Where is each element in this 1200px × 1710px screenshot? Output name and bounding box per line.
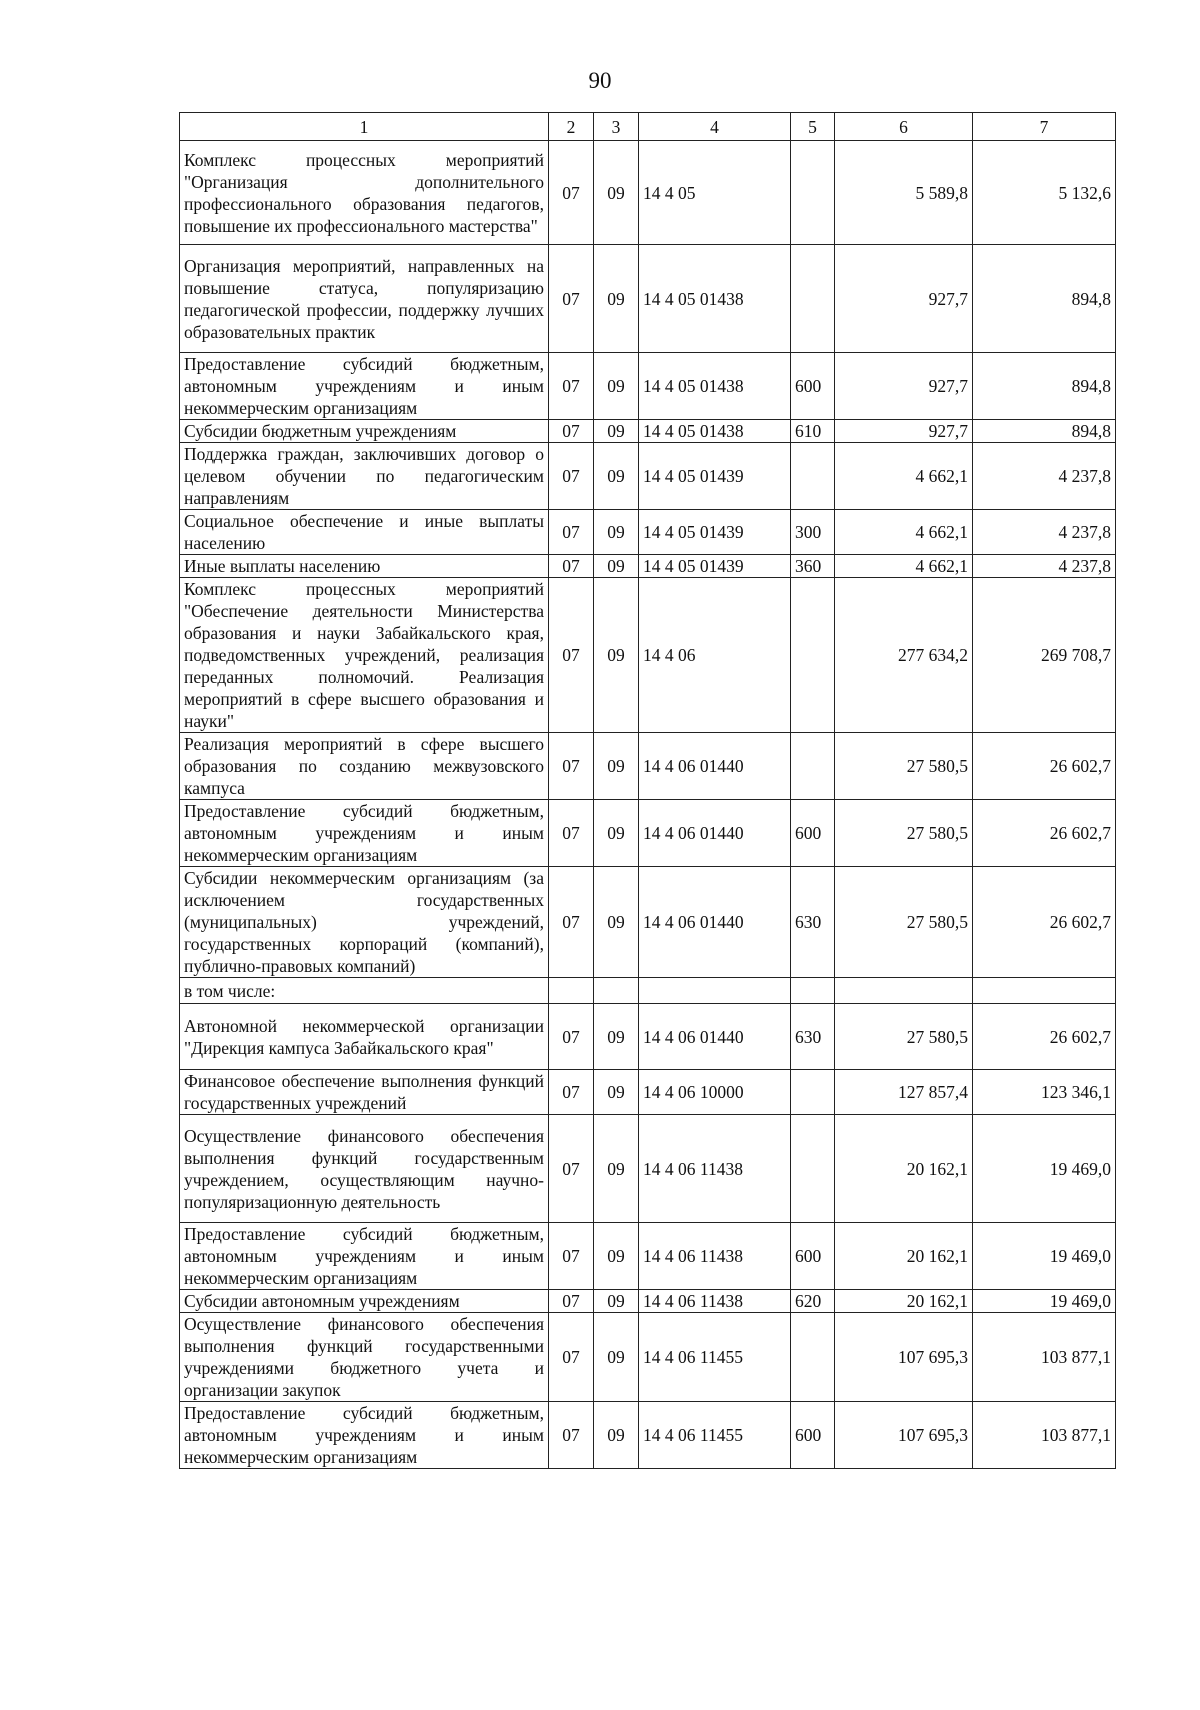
header-cell: 3 bbox=[594, 113, 639, 141]
table-row bbox=[180, 1313, 1116, 1402]
expense-type-cell: 620 bbox=[791, 1290, 835, 1313]
table-row bbox=[180, 867, 1116, 978]
amount-year2-cell: 26 602,7 bbox=[973, 800, 1116, 867]
table-row bbox=[180, 141, 1116, 245]
subsection-code-cell: 09 bbox=[594, 443, 639, 510]
subsection-code-cell: 09 bbox=[594, 1070, 639, 1115]
section-code-cell: 07 bbox=[549, 510, 594, 555]
target-article-cell: 14 4 05 01438 bbox=[639, 245, 791, 353]
expense-type-cell bbox=[791, 1313, 835, 1402]
expense-type-cell bbox=[791, 1070, 835, 1115]
table-row bbox=[180, 578, 1116, 733]
section-code-cell: 07 bbox=[549, 555, 594, 578]
amount-year2-cell: 894,8 bbox=[973, 420, 1116, 443]
target-article-cell: 14 4 05 01438 bbox=[639, 353, 791, 420]
header-cell: 7 bbox=[973, 113, 1116, 141]
header-cell: 6 bbox=[835, 113, 973, 141]
amount-year1-cell: 27 580,5 bbox=[835, 733, 973, 800]
amount-year2-cell: 103 877,1 bbox=[973, 1402, 1116, 1469]
row-name-cell: Организация мероприятий, направленных на повышение статуса, популяризацию педагогической профессии, поддержку лучших образовательных практик bbox=[180, 245, 549, 353]
amount-year2-cell: 5 132,6 bbox=[973, 141, 1116, 245]
amount-year2-cell: 4 237,8 bbox=[973, 510, 1116, 555]
header-cell: 4 bbox=[639, 113, 791, 141]
table-row bbox=[180, 1115, 1116, 1223]
expense-type-cell bbox=[791, 443, 835, 510]
expense-type-cell: 300 bbox=[791, 510, 835, 555]
target-article-cell: 14 4 05 bbox=[639, 141, 791, 245]
amount-year2-cell: 894,8 bbox=[973, 353, 1116, 420]
expense-type-cell: 630 bbox=[791, 867, 835, 978]
amount-year2-cell: 4 237,8 bbox=[973, 443, 1116, 510]
expense-type-cell bbox=[791, 141, 835, 245]
expense-type-cell: 630 bbox=[791, 1004, 835, 1070]
target-article-cell: 14 4 06 11455 bbox=[639, 1402, 791, 1469]
target-article-cell: 14 4 06 11438 bbox=[639, 1115, 791, 1223]
subsection-code-cell: 09 bbox=[594, 353, 639, 420]
amount-year1-cell: 107 695,3 bbox=[835, 1402, 973, 1469]
table-row bbox=[180, 978, 1116, 1004]
amount-year2-cell: 26 602,7 bbox=[973, 1004, 1116, 1070]
expense-type-cell: 600 bbox=[791, 1223, 835, 1290]
expense-type-cell bbox=[791, 978, 835, 1004]
section-code-cell: 07 bbox=[549, 1115, 594, 1223]
amount-year1-cell: 927,7 bbox=[835, 420, 973, 443]
row-name-cell: Реализация мероприятий в сфере высшего образования по созданию межвузовского кампуса bbox=[180, 733, 549, 800]
section-code-cell: 07 bbox=[549, 733, 594, 800]
subsection-code-cell: 09 bbox=[594, 555, 639, 578]
row-name-cell: Осуществление финансового обеспечения выполнения функций государственными учреждениями бюджетного учета и организации закупок bbox=[180, 1313, 549, 1402]
amount-year1-cell: 927,7 bbox=[835, 245, 973, 353]
section-code-cell bbox=[549, 978, 594, 1004]
table-row bbox=[180, 800, 1116, 867]
expense-type-cell bbox=[791, 245, 835, 353]
target-article-cell: 14 4 06 11438 bbox=[639, 1223, 791, 1290]
expense-type-cell: 600 bbox=[791, 800, 835, 867]
row-name-cell: Комплекс процессных мероприятий "Обеспечение деятельности Министерства образования и науки Забайкальского края, подведомственных учреждений, реализация переданных полномочий. Реализация мероприятий в сфере высшего образования и науки" bbox=[180, 578, 549, 733]
target-article-cell: 14 4 06 11438 bbox=[639, 1290, 791, 1313]
amount-year1-cell: 4 662,1 bbox=[835, 510, 973, 555]
amount-year2-cell: 26 602,7 bbox=[973, 867, 1116, 978]
row-name-cell: Предоставление субсидий бюджетным, автономным учреждениям и иным некоммерческим организациям bbox=[180, 353, 549, 420]
amount-year1-cell: 927,7 bbox=[835, 353, 973, 420]
section-code-cell: 07 bbox=[549, 800, 594, 867]
section-code-cell: 07 bbox=[549, 420, 594, 443]
subsection-code-cell: 09 bbox=[594, 420, 639, 443]
subsection-code-cell: 09 bbox=[594, 141, 639, 245]
amount-year1-cell bbox=[835, 978, 973, 1004]
row-name-cell: Субсидии автономным учреждениям bbox=[180, 1290, 549, 1313]
row-name-cell: Предоставление субсидий бюджетным, автономным учреждениям и иным некоммерческим организациям bbox=[180, 1402, 549, 1469]
amount-year2-cell: 103 877,1 bbox=[973, 1313, 1116, 1402]
subsection-code-cell: 09 bbox=[594, 733, 639, 800]
budget-table bbox=[179, 112, 1116, 1469]
subsection-code-cell bbox=[594, 978, 639, 1004]
row-name-cell: Поддержка граждан, заключивших договор о целевом обучении по педагогическим направлениям bbox=[180, 443, 549, 510]
amount-year1-cell: 5 589,8 bbox=[835, 141, 973, 245]
amount-year1-cell: 127 857,4 bbox=[835, 1070, 973, 1115]
expense-type-cell: 610 bbox=[791, 420, 835, 443]
target-article-cell: 14 4 06 01440 bbox=[639, 867, 791, 978]
section-code-cell: 07 bbox=[549, 1402, 594, 1469]
amount-year2-cell: 4 237,8 bbox=[973, 555, 1116, 578]
table-row bbox=[180, 1402, 1116, 1469]
row-name-cell: Автономной некоммерческой организации "Дирекция кампуса Забайкальского края" bbox=[180, 1004, 549, 1070]
row-name-cell: в том числе: bbox=[180, 978, 549, 1004]
table-body bbox=[180, 141, 1116, 1469]
expense-type-cell bbox=[791, 578, 835, 733]
section-code-cell: 07 bbox=[549, 245, 594, 353]
row-name-cell: Осуществление финансового обеспечения выполнения функций государственным учреждением, осуществляющим научно-популяризационную деятельность bbox=[180, 1115, 549, 1223]
amount-year2-cell: 26 602,7 bbox=[973, 733, 1116, 800]
section-code-cell: 07 bbox=[549, 1223, 594, 1290]
amount-year1-cell: 27 580,5 bbox=[835, 867, 973, 978]
row-name-cell: Предоставление субсидий бюджетным, автономным учреждениям и иным некоммерческим организациям bbox=[180, 1223, 549, 1290]
row-name-cell: Социальное обеспечение и иные выплаты населению bbox=[180, 510, 549, 555]
subsection-code-cell: 09 bbox=[594, 1115, 639, 1223]
amount-year1-cell: 27 580,5 bbox=[835, 800, 973, 867]
expense-type-cell bbox=[791, 733, 835, 800]
section-code-cell: 07 bbox=[549, 141, 594, 245]
subsection-code-cell: 09 bbox=[594, 578, 639, 733]
target-article-cell: 14 4 06 bbox=[639, 578, 791, 733]
amount-year1-cell: 277 634,2 bbox=[835, 578, 973, 733]
subsection-code-cell: 09 bbox=[594, 510, 639, 555]
table-row bbox=[180, 245, 1116, 353]
subsection-code-cell: 09 bbox=[594, 1223, 639, 1290]
table-row bbox=[180, 1223, 1116, 1290]
section-code-cell: 07 bbox=[549, 1070, 594, 1115]
expense-type-cell bbox=[791, 1115, 835, 1223]
row-name-cell: Комплекс процессных мероприятий "Организация дополнительного профессионального образования педагогов, повышение их профессионального мастерства" bbox=[180, 141, 549, 245]
target-article-cell: 14 4 05 01439 bbox=[639, 510, 791, 555]
amount-year1-cell: 20 162,1 bbox=[835, 1290, 973, 1313]
header-cell: 5 bbox=[791, 113, 835, 141]
table-row bbox=[180, 1290, 1116, 1313]
expense-type-cell: 360 bbox=[791, 555, 835, 578]
target-article-cell: 14 4 05 01439 bbox=[639, 555, 791, 578]
section-code-cell: 07 bbox=[549, 1290, 594, 1313]
amount-year1-cell: 27 580,5 bbox=[835, 1004, 973, 1070]
target-article-cell: 14 4 06 11455 bbox=[639, 1313, 791, 1402]
row-name-cell: Иные выплаты населению bbox=[180, 555, 549, 578]
section-code-cell: 07 bbox=[549, 578, 594, 733]
amount-year2-cell: 19 469,0 bbox=[973, 1115, 1116, 1223]
target-article-cell: 14 4 05 01438 bbox=[639, 420, 791, 443]
header-cell: 1 bbox=[180, 113, 549, 141]
section-code-cell: 07 bbox=[549, 1313, 594, 1402]
expense-type-cell: 600 bbox=[791, 353, 835, 420]
amount-year2-cell: 19 469,0 bbox=[973, 1290, 1116, 1313]
table-row bbox=[180, 443, 1116, 510]
amount-year1-cell: 20 162,1 bbox=[835, 1223, 973, 1290]
amount-year1-cell: 20 162,1 bbox=[835, 1115, 973, 1223]
target-article-cell: 14 4 06 01440 bbox=[639, 733, 791, 800]
subsection-code-cell: 09 bbox=[594, 1313, 639, 1402]
section-code-cell: 07 bbox=[549, 1004, 594, 1070]
target-article-cell bbox=[639, 978, 791, 1004]
header-row bbox=[180, 113, 1116, 141]
amount-year1-cell: 107 695,3 bbox=[835, 1313, 973, 1402]
amount-year2-cell: 19 469,0 bbox=[973, 1223, 1116, 1290]
table-row bbox=[180, 1070, 1116, 1115]
section-code-cell: 07 bbox=[549, 353, 594, 420]
target-article-cell: 14 4 06 01440 bbox=[639, 800, 791, 867]
subsection-code-cell: 09 bbox=[594, 245, 639, 353]
amount-year2-cell: 269 708,7 bbox=[973, 578, 1116, 733]
target-article-cell: 14 4 06 01440 bbox=[639, 1004, 791, 1070]
target-article-cell: 14 4 05 01439 bbox=[639, 443, 791, 510]
table-row bbox=[180, 733, 1116, 800]
subsection-code-cell: 09 bbox=[594, 1004, 639, 1070]
subsection-code-cell: 09 bbox=[594, 1290, 639, 1313]
row-name-cell: Субсидии бюджетным учреждениям bbox=[180, 420, 549, 443]
table-row bbox=[180, 420, 1116, 443]
subsection-code-cell: 09 bbox=[594, 867, 639, 978]
row-name-cell: Субсидии некоммерческим организациям (за исключением государственных (муниципальных) учреждений, государственных корпораций (компаний), публично-правовых компаний) bbox=[180, 867, 549, 978]
amount-year1-cell: 4 662,1 bbox=[835, 555, 973, 578]
subsection-code-cell: 09 bbox=[594, 1402, 639, 1469]
target-article-cell: 14 4 06 10000 bbox=[639, 1070, 791, 1115]
row-name-cell: Предоставление субсидий бюджетным, автономным учреждениям и иным некоммерческим организациям bbox=[180, 800, 549, 867]
amount-year2-cell: 894,8 bbox=[973, 245, 1116, 353]
page-number: 90 bbox=[588, 68, 612, 93]
section-code-cell: 07 bbox=[549, 867, 594, 978]
header-cell: 2 bbox=[549, 113, 594, 141]
table-row bbox=[180, 555, 1116, 578]
section-code-cell: 07 bbox=[549, 443, 594, 510]
subsection-code-cell: 09 bbox=[594, 800, 639, 867]
row-name-cell: Финансовое обеспечение выполнения функций государственных учреждений bbox=[180, 1070, 549, 1115]
table-row bbox=[180, 353, 1116, 420]
amount-year1-cell: 4 662,1 bbox=[835, 443, 973, 510]
amount-year2-cell: 123 346,1 bbox=[973, 1070, 1116, 1115]
amount-year2-cell bbox=[973, 978, 1116, 1004]
expense-type-cell: 600 bbox=[791, 1402, 835, 1469]
table-row bbox=[180, 510, 1116, 555]
table-row bbox=[180, 1004, 1116, 1070]
